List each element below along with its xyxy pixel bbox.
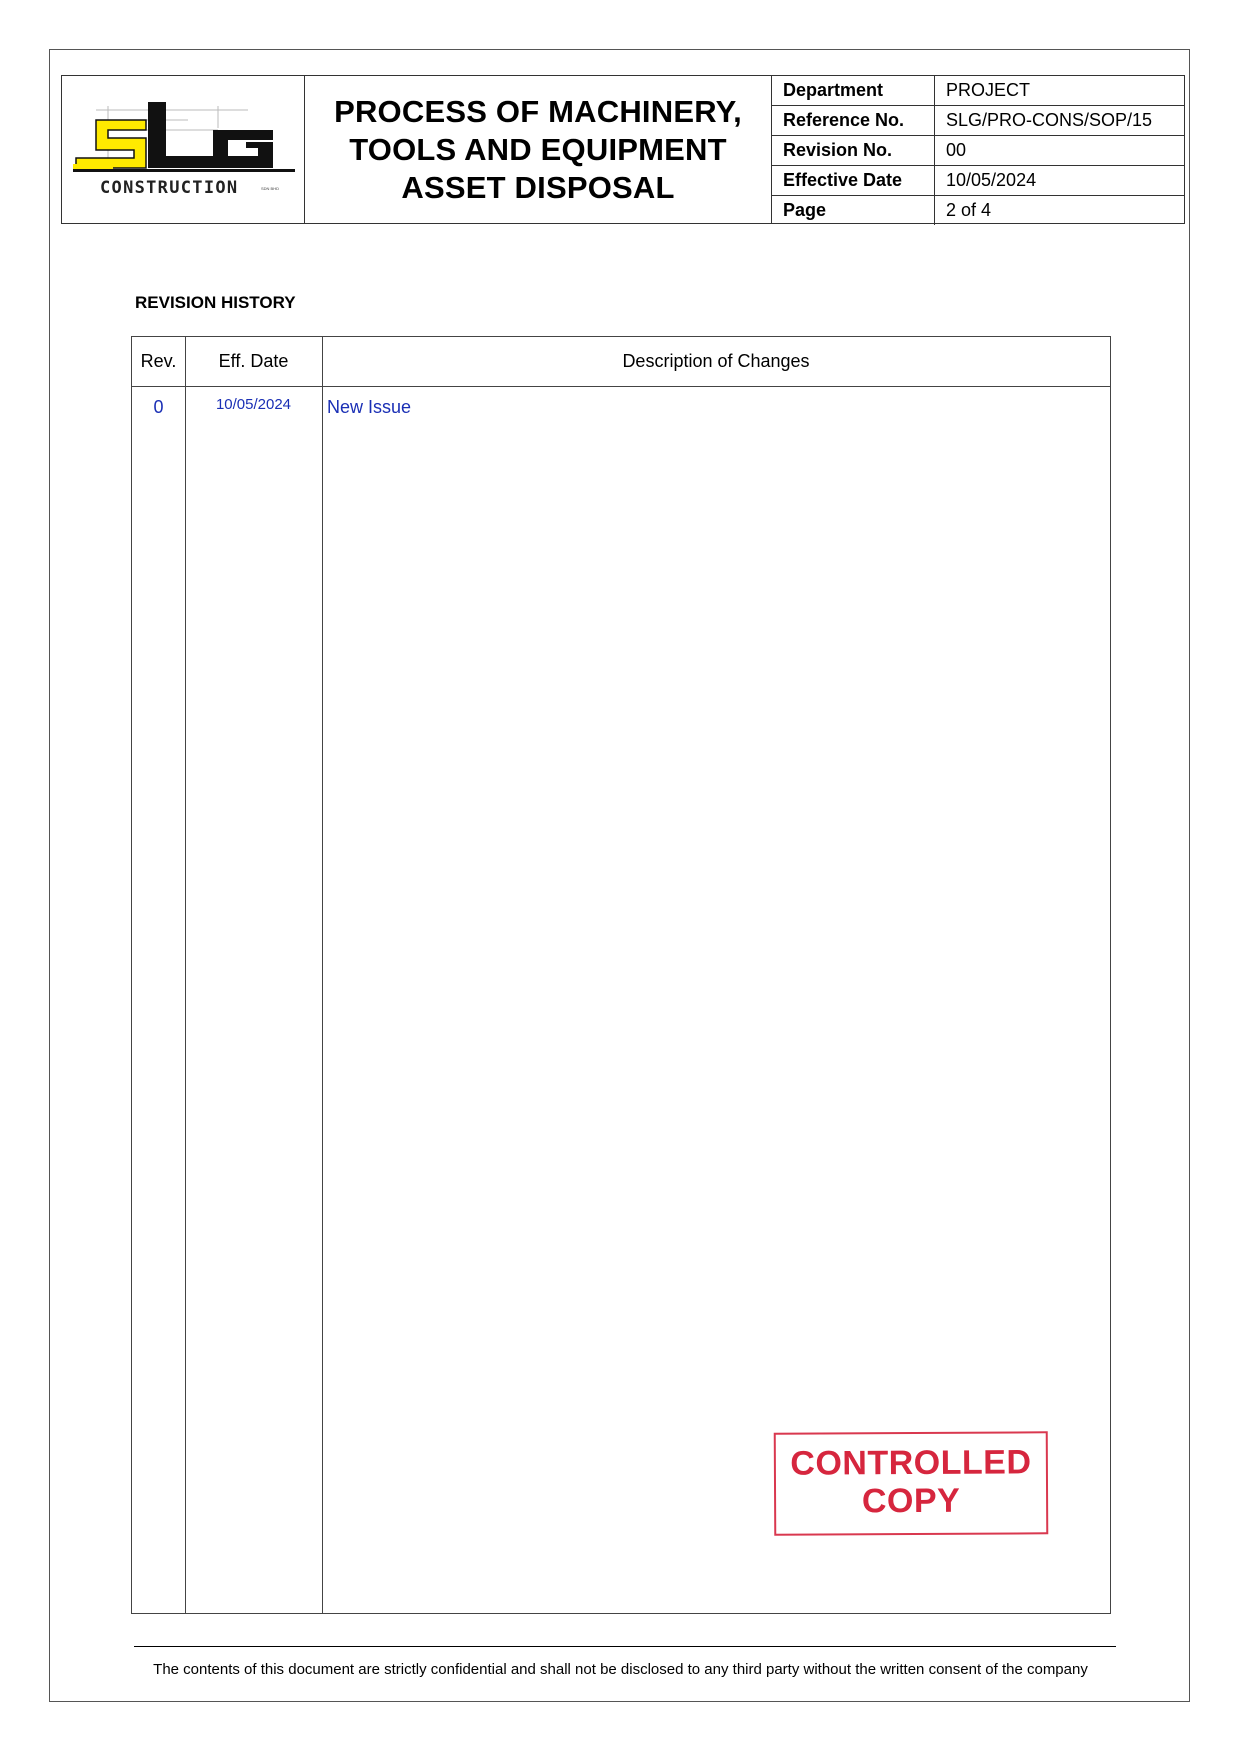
stamp-line-1: CONTROLLED: [790, 1443, 1032, 1483]
title-cell: [305, 76, 772, 223]
meta-value: 00: [935, 136, 1185, 166]
title-line-2: TOOLS AND EQUIPMENT: [349, 131, 727, 167]
meta-label: Page: [772, 196, 935, 226]
stamp-line-2: COPY: [861, 1481, 961, 1521]
document-header: [61, 75, 1185, 224]
meta-row-page: [772, 196, 1184, 226]
meta-value: 10/05/2024: [935, 166, 1185, 196]
logo-suffix: SDN BHD: [261, 186, 280, 191]
meta-row-effective-date: [772, 166, 1184, 196]
section-heading: REVISION HISTORY: [135, 293, 296, 312]
revision-table: [131, 336, 1111, 1614]
controlled-copy-stamp: [774, 1431, 1049, 1535]
column-header-description: Description of Changes: [622, 351, 810, 371]
confidentiality-notice: The contents of this document are strictly confidential and shall not be disclosed to any third party without the written consent of the company: [153, 1661, 1088, 1678]
title-line-1: PROCESS OF MACHINERY,: [334, 93, 742, 129]
column-header-rev: Rev.: [140, 351, 177, 371]
meta-label: Revision No.: [772, 136, 935, 166]
meta-label: Effective Date: [772, 166, 935, 196]
column-header-date: Eff. Date: [218, 351, 289, 371]
meta-value: 2 of 4: [946, 200, 992, 220]
column-divider: [322, 337, 323, 1613]
header-divider: [132, 386, 1110, 387]
row-rev: 0: [153, 397, 164, 417]
meta-table: [772, 76, 1184, 225]
row-description: New Issue: [327, 397, 412, 417]
meta-value: PROJECT: [935, 76, 1185, 106]
logo-cell: [62, 76, 305, 223]
meta-label: Department: [772, 76, 935, 106]
meta-row-revision: [772, 136, 1184, 166]
meta-row-reference: [772, 106, 1184, 136]
document-title: [334, 93, 742, 207]
row-date: 10/05/2024: [215, 396, 292, 413]
meta-value: SLG/PRO-CONS/SOP/15: [935, 106, 1185, 136]
logo-wordmark: CONSTRUCTION: [100, 178, 239, 198]
document-meta: [772, 76, 1184, 223]
meta-row-department: [772, 76, 1184, 106]
title-line-3: ASSET DISPOSAL: [401, 169, 675, 205]
column-divider: [185, 337, 186, 1613]
meta-label: Reference No.: [772, 106, 935, 136]
footer-rule: [134, 1646, 1116, 1647]
